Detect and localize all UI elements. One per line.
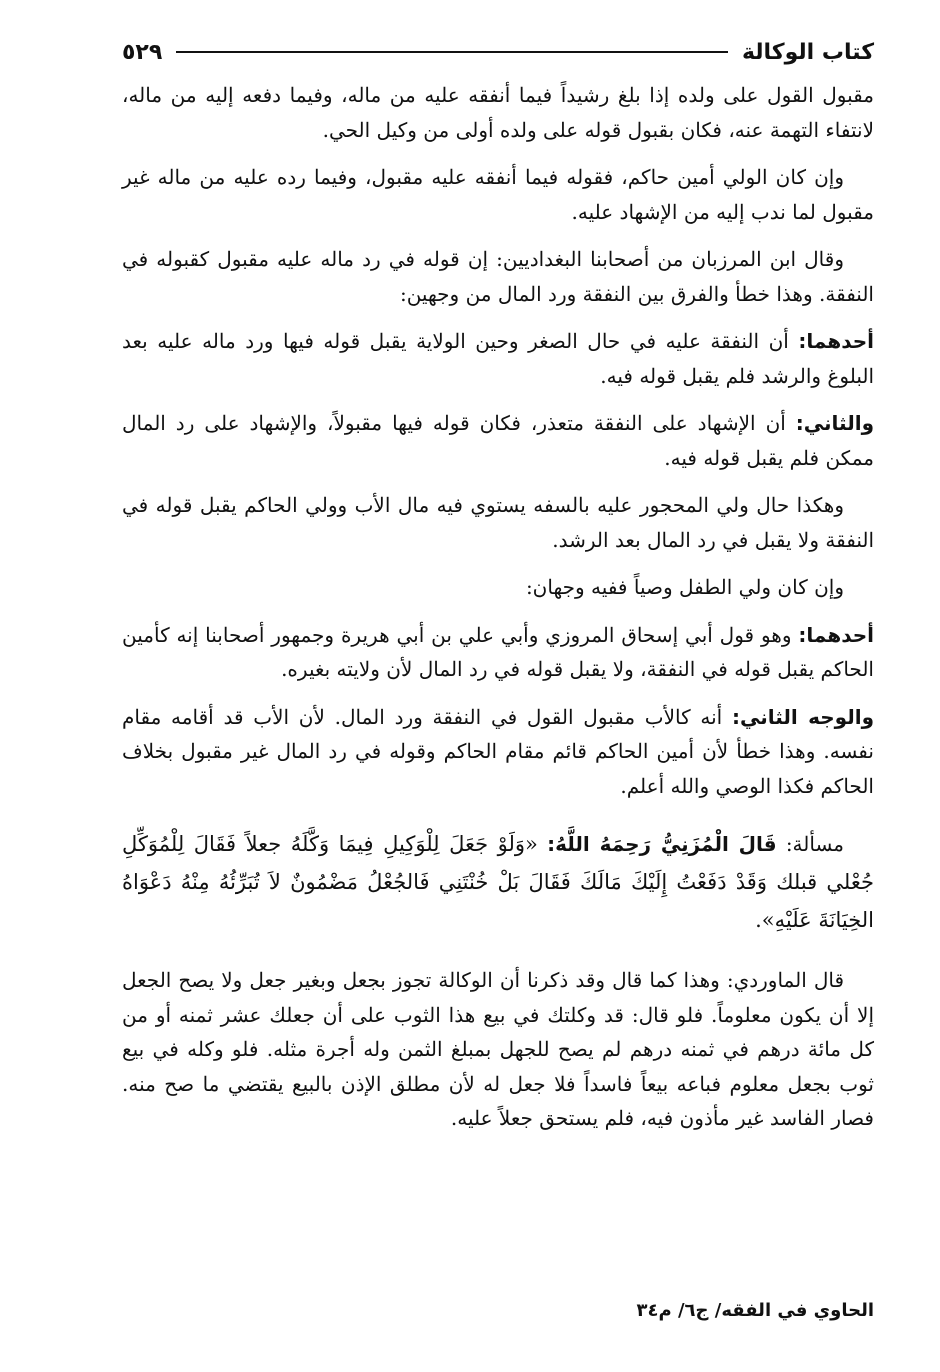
page (122, 30, 875, 1321)
paragraph (122, 242, 874, 311)
paragraph (122, 570, 874, 605)
paragraph (122, 618, 874, 687)
book-section-title: كتاب الوكالة (741, 39, 874, 65)
paragraph-lead: أحدهما: (798, 329, 875, 353)
masala-quote: «وَلَوْ جَعَلَ لِلْوَكِيلِ فِيمَا وَكَّلَهُ جعلاً فَقَالَ لِلْمُوَكِّلِ جُعْلي قبلك وَقَدْ دَفَعْتُ إِلَيْكَ مَالَكَ فَقَالَ بَلْ خُنْتَنِي فَالجُعْلُ مَضْمُونٌ لاَ تُبَرِّئُهُ مِنْهُ دَعْوَاهُ الخِيَانَةَ عَلَيْهِ». (122, 832, 874, 932)
paragraph-text: قال الماوردي: وهذا كما قال وقد ذكرنا أن الوكالة تجوز بجعل وبغير جعل ولا يصح الجعل إلا أن يكون معلوماً. فلو قال: قد وكلتك في بيع هذا الثوب على أن جعلك عشر ثمنه أو من كل مائة درهم في ثمنه درهم لم يصح للجهل بمبلغ الثمن وله أجرة مثله. فلو وكله في بيع ثوب بجعل معلوم فباعه بيعاً فاسداً فلا جعل له لأن مطلق الإذن بالبيع يقتضي ما صح منه. فصار الفاسد غير مأذون فيه، فلم يستحق جعلاً عليه. (122, 968, 874, 1130)
paragraph-text: وإن كان الولي أمين حاكم، فقوله فيما أنفقه عليه مقبول، وفيما رده عليه من ماله غير مقبول لما ندب إليه من الإشهاد عليه. (122, 165, 874, 224)
running-footer: الحاوي في الفقه/ ج٦/ م٣٤ (636, 1300, 874, 1321)
page-number: ٥٢٩ (122, 39, 163, 65)
paragraph-text: وهكذا حال ولي المحجور عليه بالسفه يستوي فيه مال الأب وولي الحاكم يقبل قوله في النفقة ولا يقبل في رد المال بعد الرشد. (122, 493, 874, 552)
masala-attribution: قَالَ الْمُزَنِيُّ رَحِمَهُ اللَّهُ: (547, 832, 777, 856)
paragraph-lead: أحدهما: (798, 622, 875, 647)
paragraph-lead: والوجه الثاني: (731, 704, 874, 729)
paragraph-text: وهو قول أبي إسحاق المروزي وأبي علي بن أبي هريرة وجمهور أصحابنا إنه كأمين الحاكم يقبل قوله في النفقة، ولا يقبل قوله في رد المال لأن ولايته بغيره. (122, 622, 874, 681)
paragraph-text: وإن كان ولي الطفل وصياً ففيه وجهان: (525, 575, 844, 599)
closing-paragraph (122, 963, 874, 1136)
paragraph (122, 406, 874, 475)
paragraph-text: أن الإشهاد على النفقة متعذر، فكان قوله فيها مقبولاً، والإشهاد على رد المال ممكن فلم يقبل قوله فيه. (122, 411, 874, 470)
paragraph (122, 700, 874, 804)
masala-label: مسألة: (785, 832, 845, 856)
paragraph (122, 324, 874, 393)
header-rule (176, 51, 728, 53)
paragraph-text: وقال ابن المرزبان من أصحابنا البغداديين: إن قوله في رد ماله عليه مقبول كقبوله في النفقة. وهذا خطأ والفرق بين النفقة ورد المال من وجهين: (122, 247, 874, 306)
paragraph-text: أنه كالأب مقبول القول في النفقة ورد المال. لأن الأب قد أقامه مقام نفسه. وهذا خطأ لأن أمين الحاكم قائم مقام الحاكم وقوله في رد المال غير مقبول بخلاف الحاكم فكذا الوصي والله أعلم. (122, 704, 874, 798)
paragraph-lead: والثاني: (795, 411, 875, 435)
running-header (122, 30, 874, 74)
page-content (122, 78, 874, 1136)
paragraph (122, 488, 874, 557)
masala-block (122, 825, 874, 939)
paragraph-text: أن النفقة عليه في حال الصغر وحين الولاية يقبل قوله فيها ورد ماله عليه بعد البلوغ والرشد فلم يقبل قوله فيه. (122, 329, 874, 388)
paragraph (122, 160, 874, 229)
paragraph (122, 78, 874, 147)
paragraph-text: مقبول القول على ولده إذا بلغ رشيداً فيما أنفقه عليه من ماله، وفيما دفعه إليه من ماله، لانتفاء التهمة عنه، فكان بقبول قوله على ولده أولى من وكيل الحي. (122, 83, 874, 142)
